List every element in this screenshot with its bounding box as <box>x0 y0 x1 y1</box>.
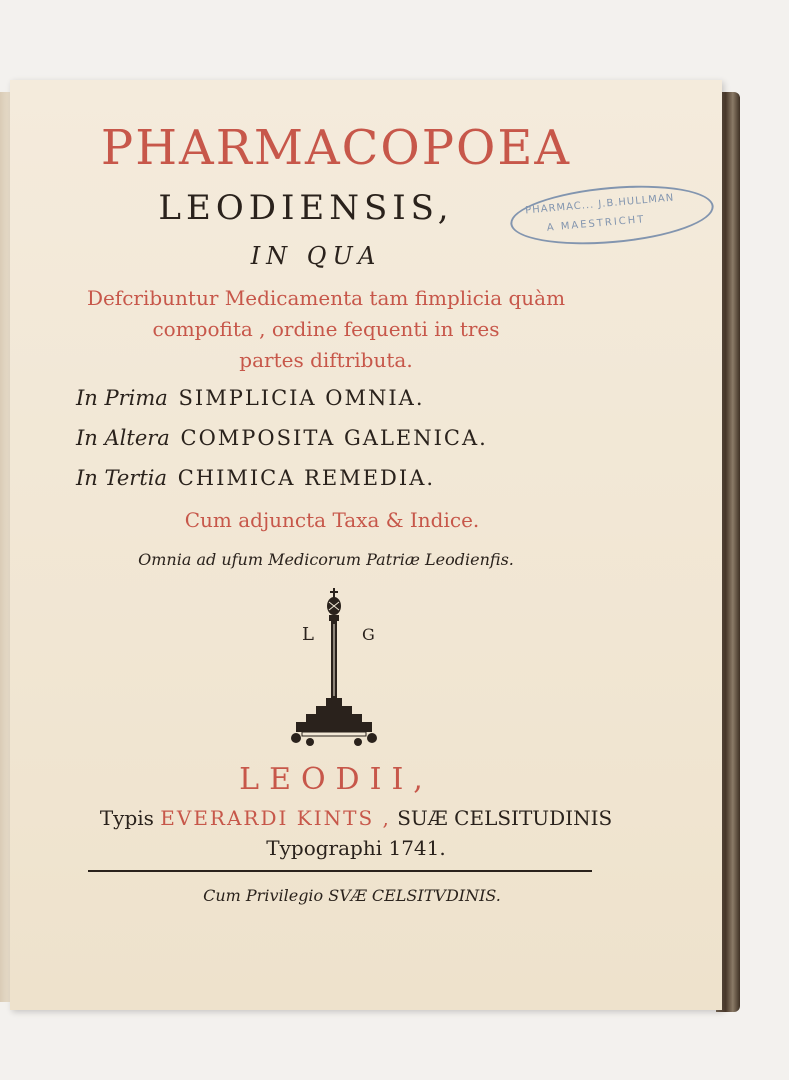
in-qua-line: IN QUA <box>250 242 382 270</box>
part-2-label: In Altera <box>76 426 170 450</box>
index-line: Cum adjuncta Taxa & Indice. <box>184 508 480 532</box>
printer-name: EVERARDI KINTS , <box>160 806 391 830</box>
emblem-letter-left: L <box>302 624 314 645</box>
privilege-line: Cum Privilegio SVÆ CELSITVDINIS. <box>203 886 501 905</box>
perron-emblem-icon <box>280 586 400 756</box>
title-page <box>10 80 722 1010</box>
imprint-printer-line <box>0 806 712 830</box>
part-3-value: CHIMICA REMEDIA. <box>177 466 436 490</box>
part-1-label: In Prima <box>76 386 168 410</box>
part-line-3 <box>76 466 435 490</box>
printer-rest: SUÆ CELSITUDINIS <box>397 806 613 830</box>
description-line-1: Defcribuntur Medicamenta tam fimplicia quàm <box>86 286 566 310</box>
imprint-place: LEODII, <box>239 762 433 797</box>
part-line-1 <box>76 386 425 410</box>
description-line-2: compofita , ordine fequenti in tres <box>152 317 500 341</box>
divider-rule <box>88 870 592 872</box>
part-2-value: COMPOSITA GALENICA. <box>180 426 488 450</box>
stamp-line-1: PHARMAC... J.B.HULLMAN <box>524 192 675 217</box>
stamp-line-2: A MAESTRICHT <box>546 214 646 234</box>
book-title: PHARMACOPOEA <box>100 120 572 176</box>
part-3-label: In Tertia <box>76 466 168 490</box>
printer-prefix: Typis <box>99 806 154 830</box>
part-line-2 <box>76 426 488 450</box>
book-subtitle: LEODIENSIS, <box>158 188 454 228</box>
description-line-3: partes diftributa. <box>239 348 413 372</box>
usage-line: Omnia ad ufum Medicorum Patriæ Leodienfis. <box>138 550 514 569</box>
imprint-date-line: Typographi 1741. <box>266 836 446 860</box>
part-1-value: SIMPLICIA OMNIA. <box>178 386 425 410</box>
emblem-letter-right: G <box>362 625 375 644</box>
